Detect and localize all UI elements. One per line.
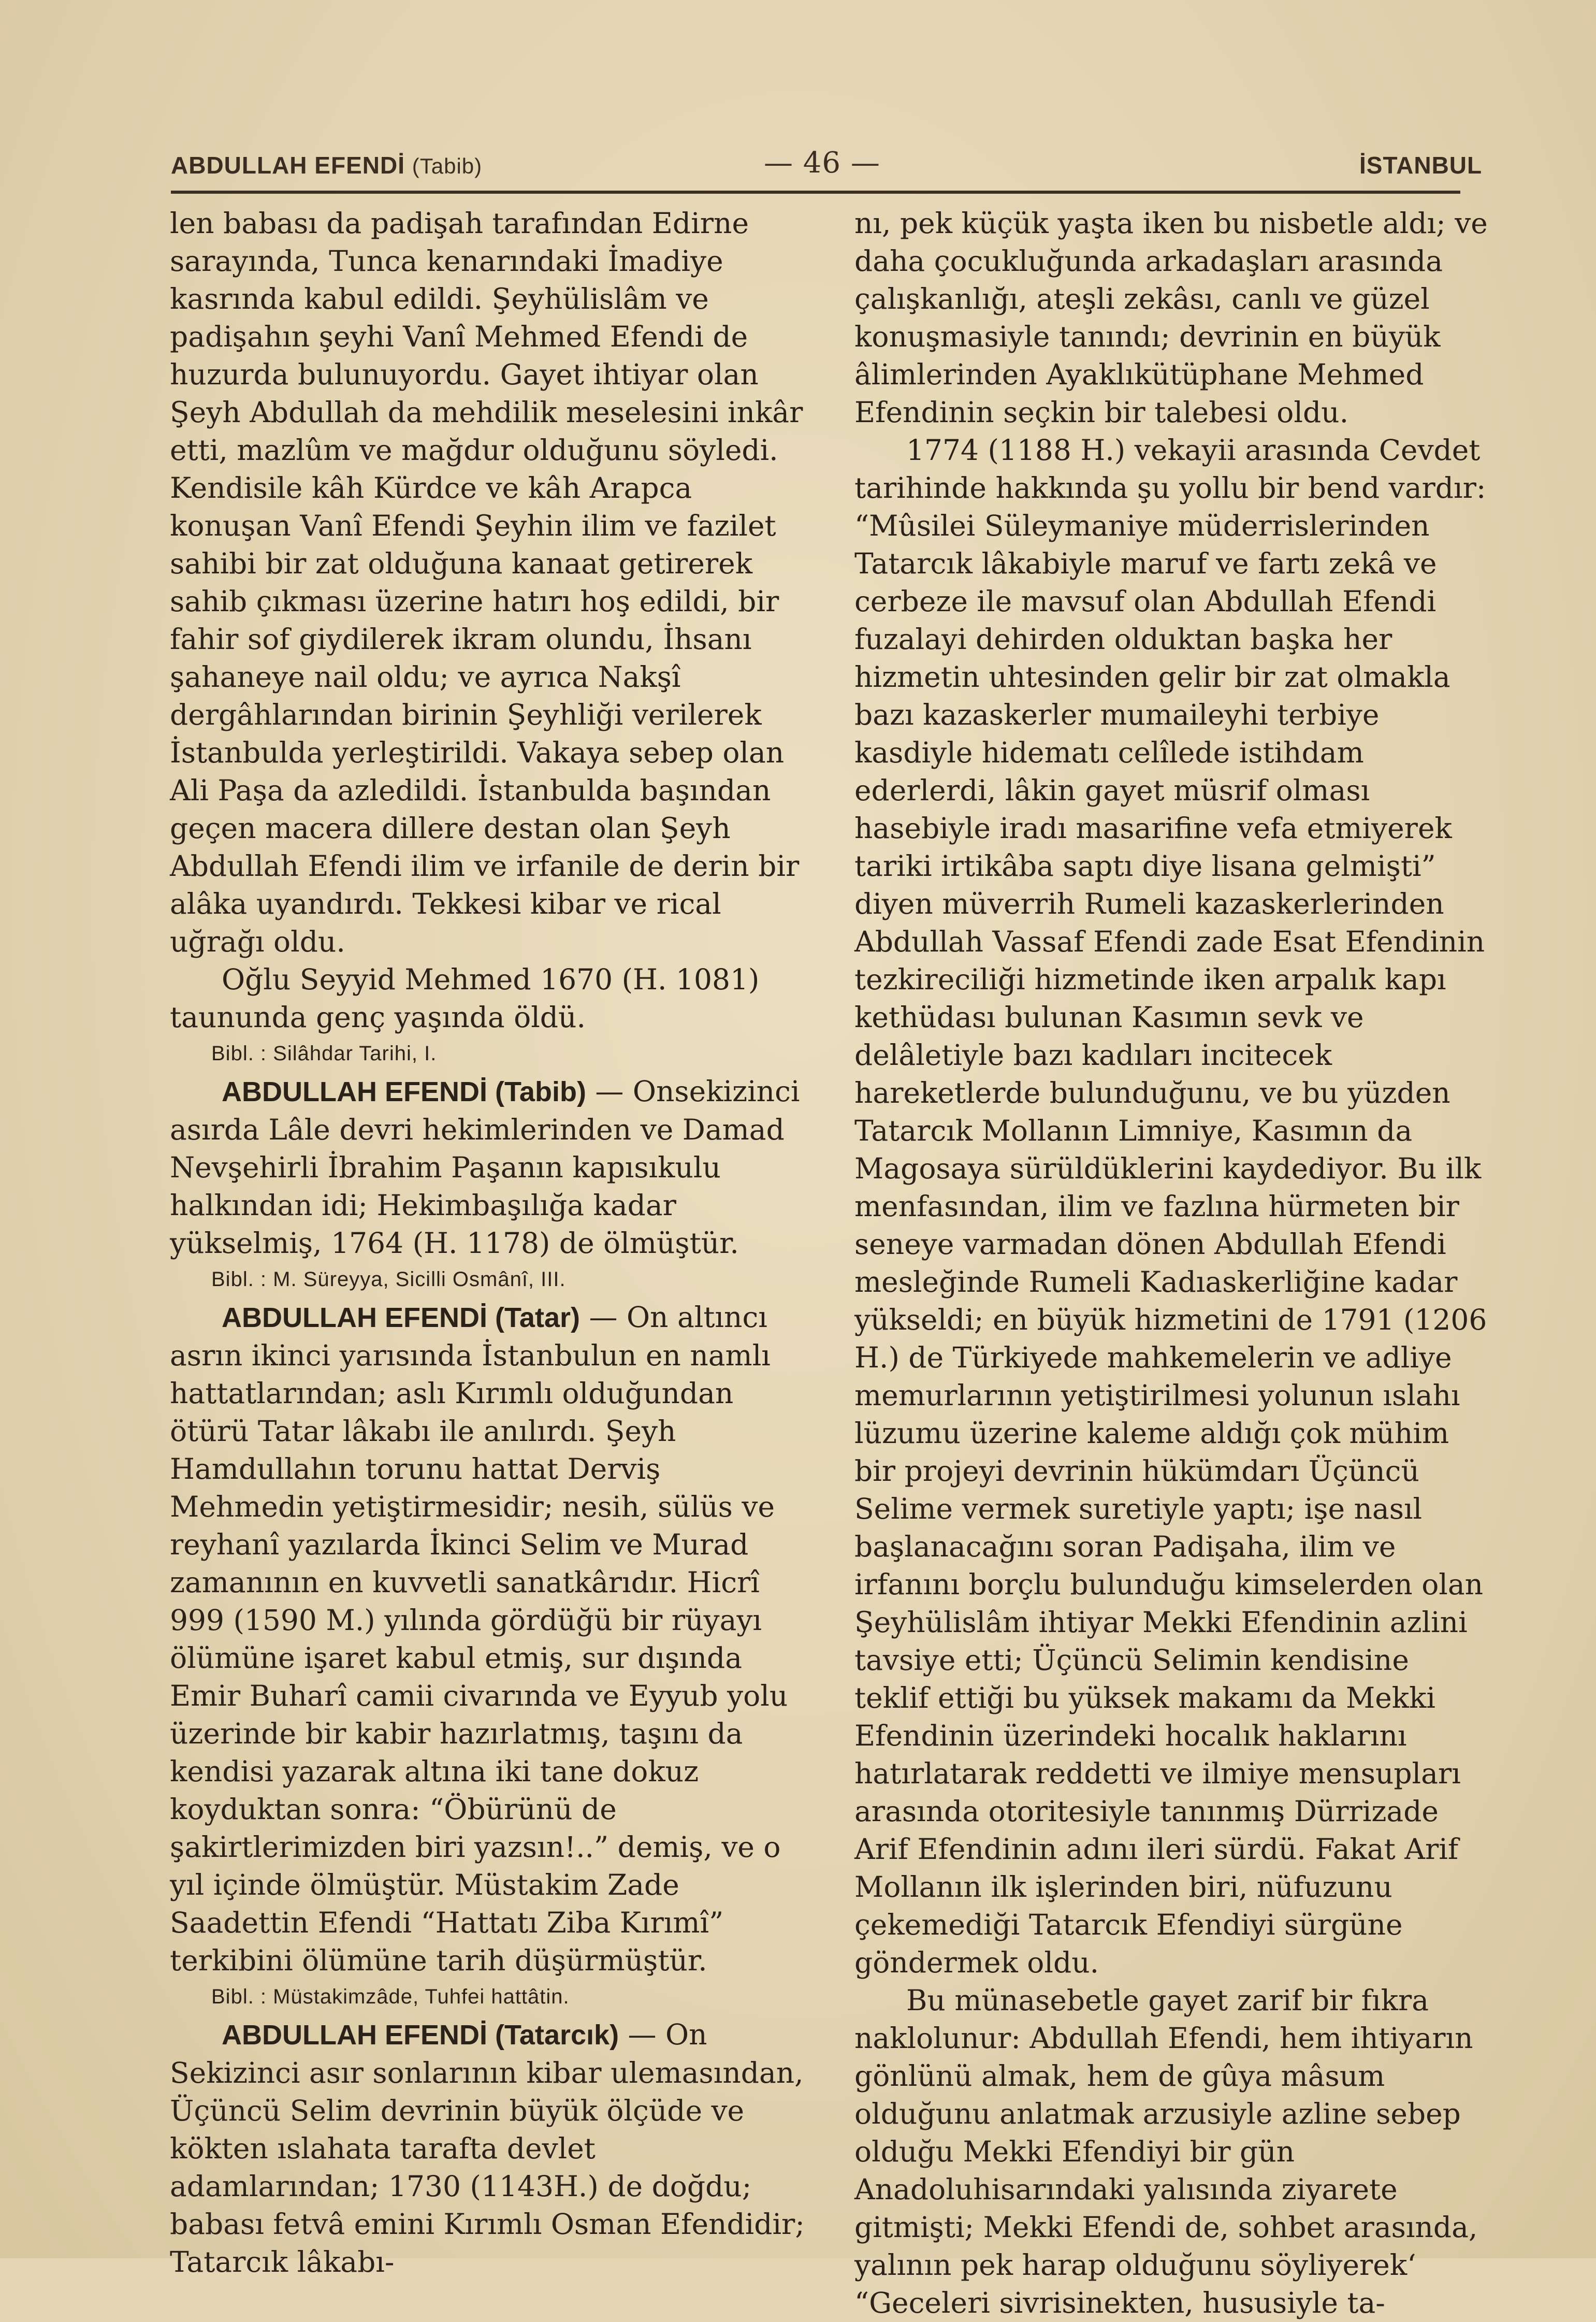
paragraph: 1774 (1188 H.) vekayii arasında Cevdet tarihinde hakkında şu yollu bir bend vardır: “Mûsilei Süleymaniye müderrislerinden Tatarcık lâkabiyle maruf ve fartı zekâ ve cerbeze ile mavsuf olan Abdullah Efendi fuzalayi dehirden olduktan başka her hizmetin uhtesinden gelir bir zat olmakla bazı kazaskerler mumaileyhi terbiye kasdiyle hidematı celîlede istihdam ederlerdi, lâkin gayet müsrif olması hasebiyle iradı masarifine vefa etmiyerek tariki irtikâba saptı diye lisana gelmişti” diyen müverrih Rumeli kazaskerlerinden Abdullah Vassaf Efendi zade Esat Efendinin tezkireciliği hizmetinde iken arpalık kapı kethüdası bulunan Kasımın sevk ve delâletiyle bazı kadıları incitecek hareketlerde bulunduğunu, ve bu yüzden Tatarcık Mollanın Limniye, Kasımın da Magosaya sürüldüklerini kaydediyor. Bu ilk menfasından, ilim ve fazlına hürmeten bir seneye varmadan dönen Abdullah Efendi mesleğinde Rumeli Kadıaskerliğine kadar yükseldi; en büyük hizmetini de 1791 (1206 H.) de Türkiyede mahkemelerin ve adliye memurlarının yetiştirilmesi yolunun ıslahı lüzumu üzerine kaleme aldığı çok mühim bir projeyi devrinin hükümdarı Üçüncü Selime vermek suretiyle yaptı; işe nasıl başlanacağını soran Padişaha, ilim ve irfanını borçlu bulunduğu kimselerden olan Şeyhülislâm ihtiyar Mekki Efendinin azlini tavsiye etti; Üçüncü Selimin kendisine teklif ettiği bu yüksek makamı da Mekki Efendinin üzerindeki hocalık haklarını hatırlatarak reddetti ve ilmiye mensupları arasında otoritesiyle tanınmış Dürrizade Arif Efendinin adını ileri sürdü. Fakat Arif Mollanın ilk işlerinden biri, nüfuzunu çekemediği Tatarcık Efendiyi sürgüne göndermek oldu.	[854, 434, 1487, 1979]
entry-title: ABDULLAH EFENDİ (Tabib)	[222, 1076, 586, 1107]
bibliography-note: Bibl. : Silâhdar Tarihi, I.	[211, 1042, 437, 1065]
paragraph: nı, pek küçük yaşta iken bu nisbetle aldı; ve daha çocukluğunda arkadaşları arasında çalışkanlığı, ateşli zekâsı, canlı ve güzel konuşmasiyle tanındı; devrinin en büyük âlimlerinden Ayaklıkütüphane Mehmed Efendinin seçkin bir talebesi oldu.	[854, 207, 1488, 429]
bibliography-note: Bibl. : M. Süreyya, Sicilli Osmânî, III.	[211, 1268, 566, 1291]
section-title: İSTANBUL	[1359, 152, 1483, 179]
encyclopedia-entry	[170, 1299, 807, 1980]
page-number: — 46 —	[764, 146, 880, 180]
entry-body: — Onsekizinci asırda Lâle devri hekimlerinden ve Damad Nevşehirli İbrahim Paşanın kapısıkulu halkından idi; Hekimbaşılığa kadar yükselmiş, 1764 (H. 1178) de ölmüştür.	[170, 1075, 800, 1260]
left-column	[170, 205, 807, 2281]
entry-body: — On altıncı asrın ikinci yarısında İstanbulun en namlı hattatlarından; aslı Kırımlı olduğundan ötürü Tatar lâkabı ile anılırdı. Şeyh Hamdullahın torunu hattat Derviş Mehmedin yetiştirmesidir; nesih, sülüs ve reyhanî yazılarda İkinci Selim ve Murad zamanının en kuvvetli sanatkârıdır. Hicrî 999 (1590 M.) yılında gördüğü bir rüyayı ölümüne işaret kabul etmiş, sur dışında Emir Buharî camii civarında ve Eyyub yolu üzerinde bir kabir hazırlatmış, taşını da kendisi yazarak altına iki tane dokuz koyduktan sonra: “Öbürünü de şakirtlerimizden biri yazsın!..” demiş, ve o yıl içinde ölmüştür. Müstakim Zade Saadettin Efendi “Hattatı Ziba Kırımî” terkibini ölümüne tarih düşürmüştür.	[170, 1301, 788, 1977]
entry-title: ABDULLAH EFENDİ (Tatar)	[222, 1302, 580, 1333]
running-title: ABDULLAH EFENDİ	[171, 152, 405, 179]
entry-body: — On Sekizinci asır sonlarının kibar ulemasından, Üçüncü Selim devrinin büyük ölçüde ve kökten ıslahata tarafta devlet adamlarından; 1730 (1143H.) de doğdu; babası fetvâ emini Kırımlı Osman Efendidir; Tatarcık lâkabı-	[170, 2018, 805, 2278]
paragraph: Oğlu Seyyid Mehmed 1670 (H. 1081) taununda genç yaşında öldü.	[170, 963, 760, 1034]
running-subtitle: (Tabib)	[412, 154, 483, 178]
encyclopedia-entry	[170, 2016, 807, 2281]
encyclopedia-entry	[170, 1073, 807, 1262]
paragraph: len babası da padişah tarafından Edirne sarayında, Tunca kenarındaki İmadiye kasrında kabul edildi. Şeyhülislâm ve padişahın şeyhi Vanî Mehmed Efendi de huzurda bulunuyordu. Gayet ihtiyar olan Şeyh Abdullah da mehdilik meselesini inkâr etti, mazlûm ve mağdur olduğunu söyledi. Kendisile kâh Kürdce ve kâh Arapca konuşan Vanî Efendi Şeyhin ilim ve fazilet sahibi bir zat olduğuna kanaat getirerek sahib çıkması üzerine hatırı hoş edildi, bir fahir sof giydilerek ikram olundu, İhsanı şahaneye nail oldu; ve ayrıca Nakşî dergâhlarından birinin Şeyhliği verilerek İstanbulda yerleştirildi. Vakaya sebep olan Ali Paşa da azledildi. İstanbulda başından geçen macera dillere destan olan Şeyh Abdullah Efendi ilim ve irfanile de derin bir alâka uyandırdı. Tekkesi kibar ve rical uğrağı oldu.	[170, 207, 803, 958]
paragraph: Bu münasebetle gayet zarif bir fıkra naklolunur: Abdullah Efendi, hem ihtiyarın gönlünü almak, hem de gûya mâsum olduğunu anlatmak arzusiyle azline sebep olduğu Mekki Efendiyi bir gün Anadoluhisarındaki yalısında ziyarete gitmişti; Mekki Efendi de, sohbet arasında, yalının pek harap olduğunu söyliyerek‘ “Geceleri sivrisinekten, hususiyle ta-	[854, 1984, 1478, 2319]
right-column	[854, 205, 1491, 2322]
bibliography-note: Bibl. : Müstakimzâde, Tuhfei hattâtin.	[211, 1985, 570, 2008]
entry-title: ABDULLAH EFENDİ (Tatarcık)	[222, 2020, 619, 2051]
running-header-left	[171, 151, 482, 179]
header-rule	[171, 191, 1460, 194]
